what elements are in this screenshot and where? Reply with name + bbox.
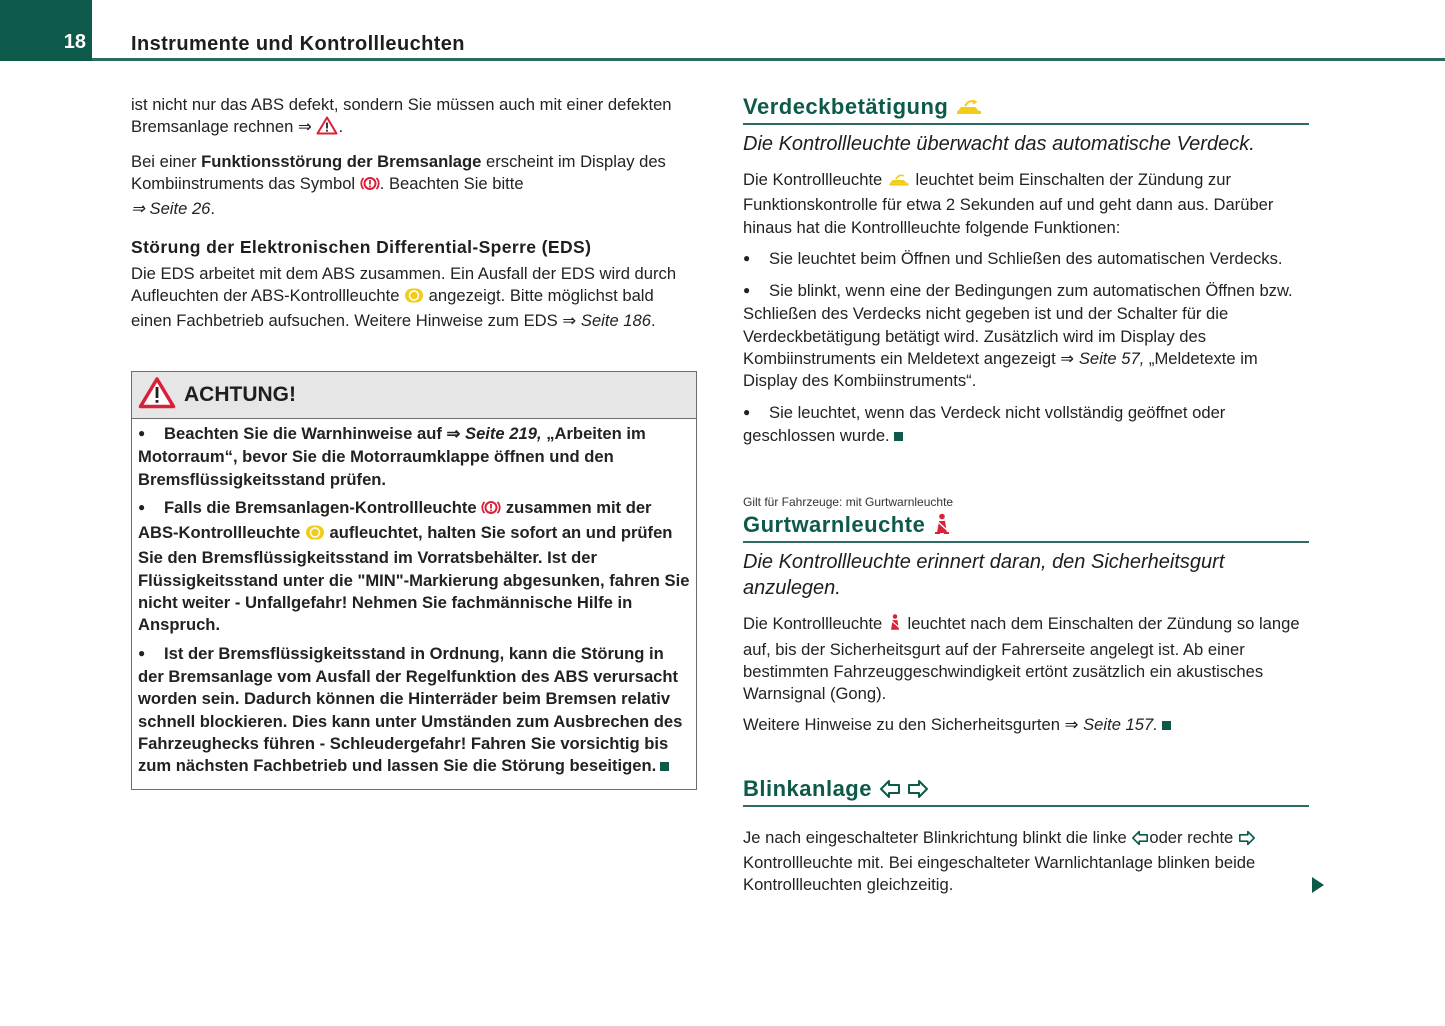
page-ref-link[interactable]: Seite 186 (580, 311, 651, 331)
turn-left-icon (1131, 830, 1149, 852)
page-ref-link[interactable]: Seite 57, (1078, 349, 1145, 369)
lead-gurt: Die Kontrollleuchte erinnert daran, den Sicherheitsgurt anzulegen. (743, 551, 1225, 600)
turn-left-icon (879, 779, 901, 805)
paragraph-verdeck: Die Kontrollleuchte leuchtet beim Einschalten der Zündung zur Funktionskontrolle für etwa 2 Sekunden auf und geht dann aus. Darüber hinaus hat die Kontrollleuchte folgende Funktionen: (743, 170, 1274, 237)
bullet-icon (138, 643, 164, 666)
warning-title: ACHTUNG! (184, 383, 296, 406)
continue-arrow-icon (1312, 877, 1324, 893)
warning-triangle-icon (138, 376, 176, 414)
bullet-icon (743, 280, 769, 303)
brake-warning-icon (360, 175, 380, 198)
section-end-mark (1162, 721, 1171, 730)
bullet-icon (743, 248, 769, 271)
bullet-item: ●Sie leuchtet, wenn das Verdeck nicht vollständig geöffnet oder geschlossen wurde. (743, 402, 1309, 448)
warning-triangle-icon (316, 116, 338, 141)
bullet-item: ●Sie leuchtet beim Öffnen und Schließen des automatischen Verdecks. (743, 248, 1309, 271)
bullet-item: ●Sie blinkt, wenn eine der Bedingungen zum automatischen Öffnen bzw. Schließen des Verdecks nicht gegeben ist und der Schalter für die Verdeckbetätigung betätigt wird. Zusätzlich wird im Display des Kombiinstruments ein Meldetext angezeigt ⇒ Seite 57, „Meldetexte im Display des Kombiinstruments“. (743, 280, 1309, 392)
header-rule (92, 58, 1445, 61)
chapter-title: Instrumente und Kontrollleuchten (131, 33, 465, 55)
page-ref-link[interactable]: Seite 219, (465, 424, 542, 443)
convertible-roof-icon (955, 97, 983, 123)
page-ref-link[interactable]: ⇒ Seite 26 (131, 199, 211, 219)
paragraph-brake-fault: Bei einer Funktionsstörung der Bremsanlage erscheint im Display des Kombiinstruments das Symbol . Beachten Sie bitte ⇒ Seite 26. (131, 151, 666, 219)
paragraph-abs: ist nicht nur das ABS defekt, sondern Sie müssen auch mit einer defekten Bremsanlage rechnen ⇒ . (131, 94, 697, 142)
right-column (743, 94, 1309, 906)
left-column (131, 94, 697, 342)
warning-bullet: ●Ist der Bremsflüssigkeitsstand in Ordnung, kann die Störung in der Bremsanlage vom Ausfall der Regelfunktion des ABS verursacht worden sein. Dadurch können die Hinterräder beim Bremsen relativ schnell blockieren. Dies kann unter Umständen zum Ausbrechen des Fahrzeughecks führen - Schleudergefahr! Fahren Sie vorsichtig bis zum nächsten Fachbetrieb und lassen Sie die Störung beseitigen. (138, 643, 690, 778)
section-title-blink: Blinkanlage (743, 776, 1309, 807)
abs-warning-icon (404, 287, 424, 310)
section-title-verdeck: Verdeckbetätigung (743, 94, 1309, 125)
paragraph-gurt: Die Kontrollleuchte leuchtet nach dem Einschalten der Zündung so lange auf, bis der Sicherheitsgurt auf der Fahrerseite angelegt ist. Ab einer bestimmten Fahrzeuggeschwindigkeit ertönt zusätzlich ein akustisches Warnsignal (Gong). (743, 614, 1300, 704)
bullet-icon (743, 402, 769, 425)
section-title-gurt: Gurtwarnleuchte (743, 512, 1309, 543)
bullet-icon (138, 497, 164, 520)
warning-header (132, 372, 696, 419)
page-number: 18 (63, 31, 86, 53)
warning-bullet: ●Beachten Sie die Warnhinweise auf ⇒ Seite 219, „Arbeiten im Motorraum“, bevor Sie die Motorraumklappe öffnen und den Bremsflüssigkeitsstand prüfen. (138, 423, 690, 491)
paragraph-gurt-ref: Weitere Hinweise zu den Sicherheitsgurten ⇒ Seite 157. (743, 714, 1309, 736)
warning-box (131, 371, 697, 790)
convertible-roof-icon (887, 172, 911, 194)
seatbelt-icon (932, 513, 952, 541)
turn-right-icon (907, 779, 929, 805)
turn-right-icon (1238, 830, 1256, 852)
warning-body (132, 419, 696, 777)
brake-warning-icon (481, 499, 501, 522)
warning-bullet: ●Falls die Bremsanlagen-Kontrollleuchte zusammen mit der ABS-Kontrollleuchte aufleuchtet, halten Sie sofort an und prüfen Sie den Bremsflüssigkeitsstand im Vorratsbehälter. Ist der Flüssigkeitsstand unter die "MIN"-Markierung abgesunken, fahren Sie nicht weiter - Unfallgefahr! Nehmen Sie fachmännische Hilfe in Anspruch. (138, 497, 690, 637)
lead-verdeck: Die Kontrollleuchte überwacht das automatische Verdeck. (743, 133, 1255, 155)
abs-warning-icon (305, 524, 325, 547)
section-end-mark (894, 432, 903, 441)
page-ref-link[interactable]: Seite 157. (1083, 715, 1158, 735)
paragraph-blink: Je nach eingeschalteter Blinkrichtung blinkt die linke oder rechte Kontrollleuchte mit. Bei eingeschalteter Warnlichtanlage blinken beide Kontrollleuchten gleichzeitig. (743, 827, 1256, 895)
seatbelt-icon (887, 613, 903, 638)
applies-to-note: Gilt für Fahrzeuge: mit Gurtwarnleuchte (743, 495, 954, 510)
paragraph-eds: Die EDS arbeitet mit dem ABS zusammen. Ein Ausfall der EDS wird durch Aufleuchten der ABS-Kontrollleuchte angezeigt. Bitte möglichst bald einen Fachbetrieb aufsuchen. Weitere Hinweise zum EDS ⇒ Seite 186. (131, 263, 677, 331)
bullet-icon (138, 423, 164, 446)
eds-heading: Störung der Elektronischen Differential-Sperre (EDS) (131, 237, 592, 258)
section-end-mark (660, 762, 669, 771)
